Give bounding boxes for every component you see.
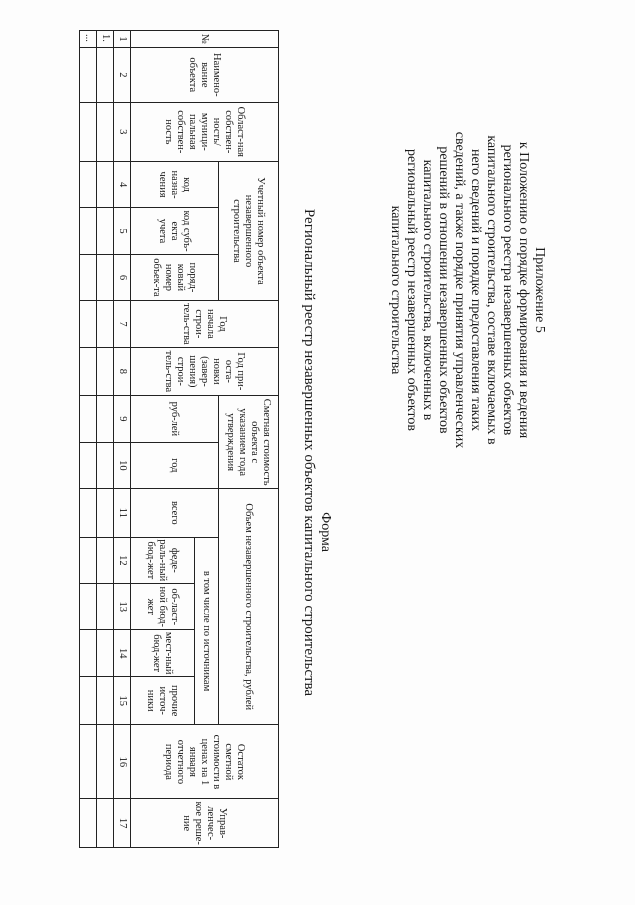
table-cell <box>97 799 114 848</box>
column-number: 17 <box>114 799 131 848</box>
header-ownership: Област-ная собствен-ность/ муници-пальная собствен-ность <box>131 102 279 161</box>
appendix-line: решений в отношении незавершенных объектов <box>436 146 451 434</box>
table-cell <box>80 347 97 396</box>
column-number: 4 <box>114 161 131 207</box>
table-cell <box>80 537 97 583</box>
column-number: 11 <box>114 489 131 538</box>
table-cell <box>97 47 114 102</box>
table-cell <box>80 396 97 442</box>
column-number: 12 <box>114 537 131 583</box>
appendix-title: Приложение 5 <box>532 247 547 333</box>
header-code-subject: код субъ-екта учета <box>131 208 219 254</box>
table-cell <box>80 442 97 488</box>
appendix-line: него сведений и порядке предоставления таких <box>468 149 483 431</box>
header-remaining-cost: Остаток сметной стоимости в ценах на 1 января отчетного периода <box>131 725 279 799</box>
header-rubles: руб-лей <box>131 396 219 442</box>
appendix-line: регионального реестра незавершенных объектов <box>500 144 515 436</box>
table-cell <box>97 208 114 254</box>
table-cell <box>97 347 114 396</box>
header-year-start: Год начала строи-тель-ства <box>131 301 279 347</box>
column-number: 9 <box>114 396 131 442</box>
header-year: год <box>131 442 219 488</box>
header-other-sources: прочие источ-ники <box>131 676 195 725</box>
table-row <box>97 31 114 848</box>
appendix-line: региональный реестр незавершенных объектов <box>404 149 419 431</box>
table-cell <box>97 725 114 799</box>
table-cell <box>80 254 97 300</box>
header-decision: Управ-ленчес-кое реше-ние <box>131 799 279 848</box>
table-cell <box>80 489 97 538</box>
table-cell <box>80 725 97 799</box>
header-regional-budget: об-ласт-ной бюд-жет <box>131 584 195 630</box>
header-object-name: Наимено-вание объекта <box>131 47 279 102</box>
header-number: № <box>131 31 279 48</box>
form-label: Форма <box>318 512 333 552</box>
table-cell <box>80 799 97 848</box>
column-number: 13 <box>114 584 131 630</box>
table-cell <box>80 676 97 725</box>
column-number: 2 <box>114 47 131 102</box>
table-row <box>80 31 97 848</box>
table-cell <box>80 208 97 254</box>
column-number: 15 <box>114 676 131 725</box>
table-cell <box>97 584 114 630</box>
column-number: 14 <box>114 630 131 676</box>
header-code-purpose: код назна-чения <box>131 161 219 207</box>
column-numbers-row <box>114 31 131 848</box>
table-cell <box>97 161 114 207</box>
table-cell <box>97 301 114 347</box>
column-number: 7 <box>114 301 131 347</box>
registry-title: Региональный реестр незавершенных объектов капитального строительства <box>301 208 317 697</box>
appendix-line: капитального строительства <box>388 205 403 375</box>
table-cell <box>80 301 97 347</box>
table-cell <box>80 630 97 676</box>
registry-table <box>79 30 279 848</box>
table-cell <box>97 254 114 300</box>
row-number: ... <box>80 31 97 48</box>
table-cell <box>97 630 114 676</box>
table-cell <box>97 442 114 488</box>
column-number: 8 <box>114 347 131 396</box>
appendix-line: к Положению о порядке формирования и ведения <box>516 141 531 439</box>
column-number: 1 <box>114 31 131 48</box>
header-account-number: Учетный номер объекта незавершенного строительства <box>219 161 279 300</box>
appendix-line: сведений, а также порядке принятия управленческих <box>452 131 467 449</box>
header-volume: Объем незавершенного строительства, рублей <box>219 489 279 725</box>
appendix-line: капитального строительства, составе включаемых в <box>484 135 499 445</box>
appendix-header <box>387 85 547 495</box>
table-cell <box>80 102 97 161</box>
table-cell <box>97 676 114 725</box>
header-local-budget: мест-ный бюд-жет <box>131 630 195 676</box>
table-cell <box>80 584 97 630</box>
table-cell <box>97 102 114 161</box>
column-number: 5 <box>114 208 131 254</box>
header-sources: в том числе по источникам <box>195 537 219 725</box>
header-year-stop: Год при-оста-новки (завер-шения) строи-тель-ства <box>131 347 279 396</box>
header-total: всего <box>131 489 219 538</box>
column-number: 6 <box>114 254 131 300</box>
column-number: 3 <box>114 102 131 161</box>
table-cell <box>97 537 114 583</box>
table-cell <box>80 47 97 102</box>
appendix-line: капитального строительства, включенных в <box>420 159 435 421</box>
header-serial-number: поряд-ковый номер объек-та <box>131 254 219 300</box>
table-cell <box>97 489 114 538</box>
table-cell <box>97 396 114 442</box>
table-cell <box>80 161 97 207</box>
header-estimate: Сметная стоимость объекта с указанием года утверждения <box>219 396 279 489</box>
column-number: 16 <box>114 725 131 799</box>
header-federal-budget: феде-раль-ный бюд-жет <box>131 537 195 583</box>
column-number: 10 <box>114 442 131 488</box>
row-number: 1. <box>97 31 114 48</box>
